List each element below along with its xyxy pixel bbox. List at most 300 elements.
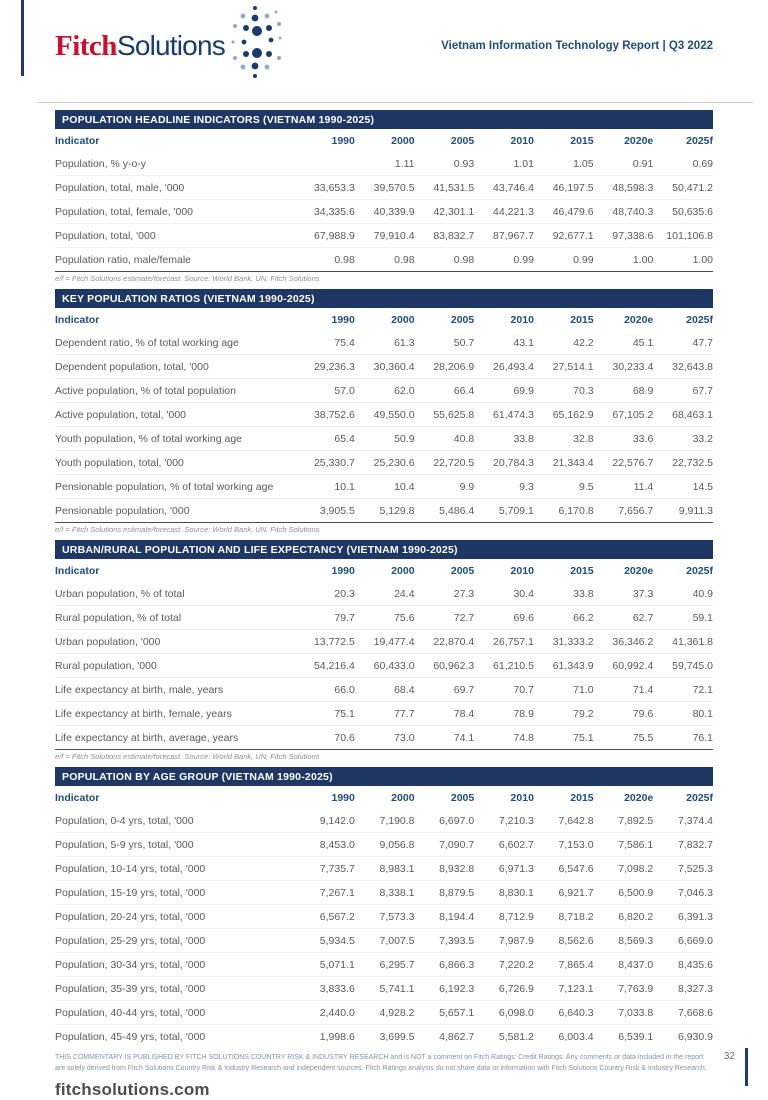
- table-row: [55, 379, 713, 403]
- data-table: [55, 559, 713, 749]
- table-section: [55, 767, 713, 1048]
- row-label: Population, 5-9 yrs, total, '000: [55, 833, 295, 857]
- cell-value: 70.6: [295, 726, 355, 750]
- cell-value: 30,360.4: [355, 355, 415, 379]
- column-header: Indicator: [55, 792, 100, 804]
- cell-value: 43.1: [513, 336, 534, 349]
- cell-value: 7,525.3: [653, 857, 713, 881]
- cell-value: 19,477.4: [355, 630, 415, 654]
- cell-value: 71.4: [594, 678, 654, 702]
- column-header: 2020e: [624, 314, 654, 326]
- cell-value: 20,784.3: [474, 451, 534, 475]
- cell-value: 7,832.7: [653, 833, 713, 857]
- column-header: 1990: [331, 314, 355, 326]
- table-row: [55, 953, 713, 977]
- cell-value: 67.7: [653, 379, 713, 403]
- table-row: [55, 224, 713, 248]
- row-label: Population, 30-34 yrs, total, '000: [55, 953, 295, 977]
- row-label: Urban population, '000: [55, 630, 295, 654]
- cell-value: 50,471.2: [653, 176, 713, 200]
- logo-solutions-text: Solutions: [116, 29, 225, 61]
- cell-value: 5,709.1: [474, 499, 534, 523]
- cell-value: 66.0: [295, 678, 355, 702]
- cell-value: 60,433.0: [355, 654, 415, 678]
- column-header: 1990: [331, 792, 355, 804]
- cell-value: 50.7: [453, 336, 475, 349]
- cell-value: 21,343.4: [534, 451, 594, 475]
- table-row: [55, 248, 713, 272]
- cell-value: 66.4: [415, 379, 475, 403]
- cell-value: 73.0: [355, 726, 415, 750]
- cell-value: 0.99: [534, 248, 594, 272]
- cell-value: 40.8: [415, 427, 475, 451]
- cell-value: 30.4: [513, 587, 534, 600]
- column-header: 2005: [450, 565, 475, 577]
- cell-value: 39,570.5: [355, 176, 415, 200]
- cell-value: 70.3: [534, 379, 594, 403]
- page-header: [0, 0, 768, 103]
- row-label: Life expectancy at birth, female, years: [55, 702, 295, 726]
- cell-value: 60,992.4: [594, 654, 654, 678]
- cell-value: 6,192.3: [415, 977, 475, 1001]
- row-label: Dependent ratio, % of total working age: [55, 336, 239, 349]
- cell-value: 33.8: [474, 427, 534, 451]
- cell-value: 29,236.3: [295, 355, 355, 379]
- cell-value: [295, 152, 355, 176]
- cell-value: 6,820.2: [594, 905, 654, 929]
- logo-fitch-text: Fitch: [55, 29, 117, 62]
- column-header: 2025f: [686, 792, 713, 804]
- row-label: Rural population, '000: [55, 654, 295, 678]
- cell-value: 2,440.0: [295, 1001, 355, 1025]
- cell-value: 7,642.8: [558, 814, 594, 827]
- cell-value: 60,962.3: [415, 654, 475, 678]
- cell-value: 7,656.7: [594, 499, 654, 523]
- cell-value: 7,393.5: [415, 929, 475, 953]
- table-row: [55, 176, 713, 200]
- cell-value: 7,033.8: [594, 1001, 654, 1025]
- table-row: [55, 451, 713, 475]
- table-row: [55, 977, 713, 1001]
- row-label: Life expectancy at birth, average, years: [55, 726, 295, 750]
- cell-value: 30,233.4: [594, 355, 654, 379]
- cell-value: 6,170.8: [534, 499, 594, 523]
- cell-value: 68,463.1: [653, 403, 713, 427]
- cell-value: 6,003.4: [534, 1025, 594, 1049]
- cell-value: 77.7: [355, 702, 415, 726]
- cell-value: 59.1: [653, 606, 713, 630]
- column-header: 2010: [510, 565, 534, 577]
- column-header: 2015: [570, 314, 594, 326]
- cell-value: 8,718.2: [534, 905, 594, 929]
- table-header-row: [55, 559, 713, 582]
- row-label: Pensionable population, % of total working age: [55, 475, 295, 499]
- cell-value: 25,230.6: [355, 451, 415, 475]
- cell-value: 87,967.7: [474, 224, 534, 248]
- cell-value: 1.00: [594, 248, 654, 272]
- cell-value: 31,333.2: [534, 630, 594, 654]
- cell-value: 7,735.7: [295, 857, 355, 881]
- column-header: 2020e: [624, 565, 654, 577]
- cell-value: 6,930.9: [653, 1025, 713, 1049]
- cell-value: 6,098.0: [474, 1001, 534, 1025]
- cell-value: 34,335.6: [295, 200, 355, 224]
- cell-value: 9.9: [415, 475, 475, 499]
- column-header: 2000: [391, 792, 415, 804]
- bottom-right-accent-bar: [745, 1048, 748, 1086]
- cell-value: 6,295.7: [355, 953, 415, 977]
- row-label: Population, 10-14 yrs, total, '000: [55, 857, 295, 881]
- cell-value: 27,514.1: [534, 355, 594, 379]
- row-label: Population, 45-49 yrs, total, '000: [55, 1025, 295, 1049]
- cell-value: 75.5: [594, 726, 654, 750]
- cell-value: 7,586.1: [594, 833, 654, 857]
- cell-value: 8,569.3: [594, 929, 654, 953]
- cell-value: 7,374.4: [677, 814, 713, 827]
- cell-value: 0.69: [692, 157, 713, 170]
- cell-value: 14.5: [653, 475, 713, 499]
- cell-value: 8,453.0: [295, 833, 355, 857]
- cell-value: 38,752.6: [295, 403, 355, 427]
- page-number: 32: [723, 1051, 735, 1062]
- starburst-dots-icon: [227, 4, 283, 85]
- cell-value: 61,343.9: [534, 654, 594, 678]
- cell-value: 7,153.0: [534, 833, 594, 857]
- cell-value: 7,098.2: [594, 857, 654, 881]
- report-title: Vietnam Information Technology Report | Q3 2022: [441, 40, 713, 52]
- table-header-row: [55, 786, 713, 809]
- cell-value: 6,669.0: [653, 929, 713, 953]
- column-header: 2010: [510, 135, 534, 147]
- cell-value: 97,338.6: [594, 224, 654, 248]
- row-label: Pensionable population, '000: [55, 499, 295, 523]
- table-row: [55, 427, 713, 451]
- table-row: [55, 678, 713, 702]
- row-label: Active population, total, '000: [55, 403, 295, 427]
- table-row: [55, 606, 713, 630]
- column-header: 1990: [331, 135, 355, 147]
- cell-value: 8,338.1: [355, 881, 415, 905]
- cell-value: 33,653.3: [295, 176, 355, 200]
- cell-value: 33.6: [594, 427, 654, 451]
- cell-value: 61,474.3: [474, 403, 534, 427]
- cell-value: 0.98: [295, 248, 355, 272]
- column-header: 2025f: [686, 314, 713, 326]
- cell-value: 67,105.2: [594, 403, 654, 427]
- cell-value: 9,142.0: [319, 814, 355, 827]
- cell-value: 67,988.9: [295, 224, 355, 248]
- cell-value: 75.1: [295, 702, 355, 726]
- cell-value: 8,932.8: [415, 857, 475, 881]
- cell-value: 6,391.3: [653, 905, 713, 929]
- table-title-bar: KEY POPULATION RATIOS (VIETNAM 1990-2025): [55, 289, 713, 308]
- column-header: 2000: [391, 565, 415, 577]
- column-header: 2010: [510, 792, 534, 804]
- cell-value: 8,712.9: [474, 905, 534, 929]
- table-row: [55, 630, 713, 654]
- cell-value: 1.01: [513, 157, 534, 170]
- data-table: [55, 129, 713, 271]
- cell-value: 72.1: [653, 678, 713, 702]
- row-label: Population, % y-o-y: [55, 157, 147, 170]
- cell-value: 40,339.9: [355, 200, 415, 224]
- cell-value: 20.3: [334, 587, 355, 600]
- table-section: [55, 540, 713, 764]
- table-row: [55, 475, 713, 499]
- cell-value: 5,581.2: [474, 1025, 534, 1049]
- cell-value: 0.99: [474, 248, 534, 272]
- row-label: Population, 20-24 yrs, total, '000: [55, 905, 295, 929]
- cell-value: 7,220.2: [474, 953, 534, 977]
- row-label: Population, 35-39 yrs, total, '000: [55, 977, 295, 1001]
- fitch-solutions-logo: [55, 30, 225, 63]
- table-row: [55, 929, 713, 953]
- row-label: Active population, % of total population: [55, 379, 295, 403]
- cell-value: 7,987.9: [474, 929, 534, 953]
- table-row: [55, 152, 713, 176]
- cell-value: 33.8: [573, 587, 594, 600]
- table-row: [55, 200, 713, 224]
- table-footnote: e/f = Fitch Solutions estimate/forecast. Source: World Bank, UN, Fitch Solutions: [55, 522, 713, 537]
- cell-value: 4,928.2: [355, 1001, 415, 1025]
- row-label: Population, total, '000: [55, 224, 295, 248]
- cell-value: 6,726.9: [474, 977, 534, 1001]
- cell-value: 22,870.4: [415, 630, 475, 654]
- cell-value: 42,301.1: [415, 200, 475, 224]
- cell-value: 8,562.6: [534, 929, 594, 953]
- cell-value: 46,197.5: [534, 176, 594, 200]
- cell-value: 1.05: [573, 157, 594, 170]
- cell-value: 43,746.4: [474, 176, 534, 200]
- table-header-row: [55, 129, 713, 152]
- table-section: [55, 110, 713, 286]
- table-title-bar: POPULATION HEADLINE INDICATORS (VIETNAM 1990-2025): [55, 110, 713, 129]
- cell-value: 54,216.4: [295, 654, 355, 678]
- cell-value: 36,346.2: [594, 630, 654, 654]
- cell-value: 74.8: [474, 726, 534, 750]
- cell-value: 6,500.9: [594, 881, 654, 905]
- table-row: [55, 403, 713, 427]
- cell-value: 9.3: [474, 475, 534, 499]
- table-row: [55, 654, 713, 678]
- cell-value: 79,910.4: [355, 224, 415, 248]
- column-header: Indicator: [55, 314, 100, 326]
- cell-value: 22,720.5: [415, 451, 475, 475]
- cell-value: 8,983.1: [355, 857, 415, 881]
- cell-value: 3,699.5: [355, 1025, 415, 1049]
- table-footnote: e/f = Fitch Solutions estimate/forecast. Source: World Bank, UN, Fitch Solutions: [55, 749, 713, 764]
- column-header: 2005: [450, 792, 475, 804]
- cell-value: 57.0: [295, 379, 355, 403]
- cell-value: 76.1: [653, 726, 713, 750]
- table-title-bar: POPULATION BY AGE GROUP (VIETNAM 1990-2025): [55, 767, 713, 786]
- column-header: 2005: [450, 135, 475, 147]
- table-row: [55, 1001, 713, 1025]
- cell-value: 10.1: [295, 475, 355, 499]
- column-header: 2015: [570, 565, 594, 577]
- cell-value: 3,833.6: [295, 977, 355, 1001]
- cell-value: 26,757.1: [474, 630, 534, 654]
- table-row: [55, 726, 713, 750]
- cell-value: 7,892.5: [618, 814, 654, 827]
- row-label: Rural population, % of total: [55, 606, 295, 630]
- cell-value: 65.4: [295, 427, 355, 451]
- cell-value: 74.1: [415, 726, 475, 750]
- row-label: Population, 25-29 yrs, total, '000: [55, 929, 295, 953]
- tables-container: [55, 110, 713, 1048]
- cell-value: 5,934.5: [295, 929, 355, 953]
- cell-value: 42.2: [573, 336, 594, 349]
- cell-value: 59,745.0: [653, 654, 713, 678]
- disclaimer-text: THIS COMMENTARY IS PUBLISHED BY FITCH SOLUTIONS COUNTRY RISK & INDUSTRY RESEARCH and is NOT a comment on Fitch Ratings' Credit Ratings. Any comments or data included in the report are solely derived from Fitch Solutions Country Risk & Industry Research and independent sources. Fitch Ratings analysts do not share data or information with Fitch Solutions Country Risk & Industry Research.: [55, 1054, 707, 1072]
- cell-value: 83,832.7: [415, 224, 475, 248]
- cell-value: 1,998.6: [295, 1025, 355, 1049]
- cell-value: 5,486.4: [415, 499, 475, 523]
- cell-value: 62.7: [594, 606, 654, 630]
- column-header: 2025f: [686, 135, 713, 147]
- cell-value: 68.4: [355, 678, 415, 702]
- cell-value: 1.00: [653, 248, 713, 272]
- row-label: Population, 40-44 yrs, total, '000: [55, 1001, 295, 1025]
- cell-value: 72.7: [415, 606, 475, 630]
- table-header-row: [55, 308, 713, 331]
- cell-value: 27.3: [453, 587, 475, 600]
- cell-value: 37.3: [632, 587, 654, 600]
- table-row: [55, 809, 713, 833]
- cell-value: 79.6: [594, 702, 654, 726]
- cell-value: 32,643.8: [653, 355, 713, 379]
- cell-value: 6,602.7: [474, 833, 534, 857]
- cell-value: 8,435.6: [653, 953, 713, 977]
- cell-value: 0.91: [632, 157, 654, 170]
- cell-value: 75.6: [355, 606, 415, 630]
- column-header: 2005: [450, 314, 475, 326]
- table-footnote: e/f = Fitch Solutions estimate/forecast. Source: World Bank, UN, Fitch Solutions: [55, 271, 713, 286]
- table-row: [55, 582, 713, 606]
- cell-value: 8,437.0: [594, 953, 654, 977]
- cell-value: 6,971.3: [474, 857, 534, 881]
- cell-value: 13,772.5: [295, 630, 355, 654]
- cell-value: 75.4: [334, 336, 355, 349]
- header-divider: [37, 102, 753, 103]
- table-title-bar: URBAN/RURAL POPULATION AND LIFE EXPECTANCY (VIETNAM 1990-2025): [55, 540, 713, 559]
- data-table: [55, 786, 713, 1048]
- cell-value: 9.5: [534, 475, 594, 499]
- cell-value: 45.1: [632, 336, 654, 349]
- cell-value: 68.9: [594, 379, 654, 403]
- table-row: [55, 331, 713, 355]
- cell-value: 33.2: [653, 427, 713, 451]
- cell-value: 79.2: [534, 702, 594, 726]
- cell-value: 7,267.1: [295, 881, 355, 905]
- cell-value: 49,550.0: [355, 403, 415, 427]
- cell-value: 50.9: [355, 427, 415, 451]
- cell-value: 7,865.4: [534, 953, 594, 977]
- table-section: [55, 289, 713, 537]
- cell-value: 66.2: [534, 606, 594, 630]
- cell-value: 8,830.1: [474, 881, 534, 905]
- column-header: 2000: [391, 135, 415, 147]
- cell-value: 78.9: [474, 702, 534, 726]
- cell-value: 25,330.7: [295, 451, 355, 475]
- cell-value: 71.0: [534, 678, 594, 702]
- cell-value: 61.3: [394, 336, 415, 349]
- cell-value: 1.11: [394, 157, 415, 170]
- cell-value: 92,677.1: [534, 224, 594, 248]
- cell-value: 7,763.9: [594, 977, 654, 1001]
- column-header: 1990: [331, 565, 355, 577]
- cell-value: 6,539.1: [594, 1025, 654, 1049]
- cell-value: 8,194.4: [415, 905, 475, 929]
- cell-value: 80.1: [653, 702, 713, 726]
- cell-value: 79.7: [295, 606, 355, 630]
- row-label: Dependent population, total, '000: [55, 355, 295, 379]
- cell-value: 50,635.6: [653, 200, 713, 224]
- cell-value: 7,090.7: [415, 833, 475, 857]
- cell-value: 9,911.3: [653, 499, 713, 523]
- cell-value: 6,640.3: [534, 1001, 594, 1025]
- cell-value: 7,190.8: [379, 814, 415, 827]
- table-row: [55, 905, 713, 929]
- row-label: Population ratio, male/female: [55, 248, 295, 272]
- column-header: Indicator: [55, 135, 100, 147]
- cell-value: 28,206.9: [415, 355, 475, 379]
- cell-value: 78.4: [415, 702, 475, 726]
- cell-value: 101,106.8: [653, 224, 713, 248]
- cell-value: 61,210.5: [474, 654, 534, 678]
- row-label: Population, 0-4 yrs, total, '000: [55, 814, 194, 827]
- cell-value: 70.7: [474, 678, 534, 702]
- table-row: [55, 857, 713, 881]
- column-header: 2020e: [624, 792, 654, 804]
- column-header: 2015: [570, 135, 594, 147]
- cell-value: 8,879.5: [415, 881, 475, 905]
- cell-value: 0.98: [415, 248, 475, 272]
- cell-value: 6,866.3: [415, 953, 475, 977]
- cell-value: 22,576.7: [594, 451, 654, 475]
- cell-value: 7,123.1: [534, 977, 594, 1001]
- cell-value: 46,479.6: [534, 200, 594, 224]
- cell-value: 69.6: [474, 606, 534, 630]
- row-label: Population, total, female, '000: [55, 200, 295, 224]
- cell-value: 24.4: [394, 587, 415, 600]
- cell-value: 69.9: [474, 379, 534, 403]
- cell-value: 7,573.3: [355, 905, 415, 929]
- cell-value: 40.9: [692, 587, 713, 600]
- cell-value: 55,625.8: [415, 403, 475, 427]
- cell-value: 7,007.5: [355, 929, 415, 953]
- table-row: [55, 355, 713, 379]
- cell-value: 75.1: [534, 726, 594, 750]
- cell-value: 6,697.0: [439, 814, 475, 827]
- table-row: [55, 881, 713, 905]
- cell-value: 6,547.6: [534, 857, 594, 881]
- website-link[interactable]: fitchsolutions.com: [55, 1079, 210, 1099]
- cell-value: 6,567.2: [295, 905, 355, 929]
- column-header: 2000: [391, 314, 415, 326]
- cell-value: 65,162.9: [534, 403, 594, 427]
- cell-value: 10.4: [355, 475, 415, 499]
- row-label: Population, total, male, '000: [55, 176, 295, 200]
- page-footer: [55, 1053, 713, 1100]
- cell-value: 44,221.3: [474, 200, 534, 224]
- column-header: 2025f: [686, 565, 713, 577]
- row-label: Youth population, total, '000: [55, 451, 295, 475]
- cell-value: 26,493.4: [474, 355, 534, 379]
- table-row: [55, 499, 713, 523]
- cell-value: 5,657.1: [415, 1001, 475, 1025]
- column-header: 2020e: [624, 135, 654, 147]
